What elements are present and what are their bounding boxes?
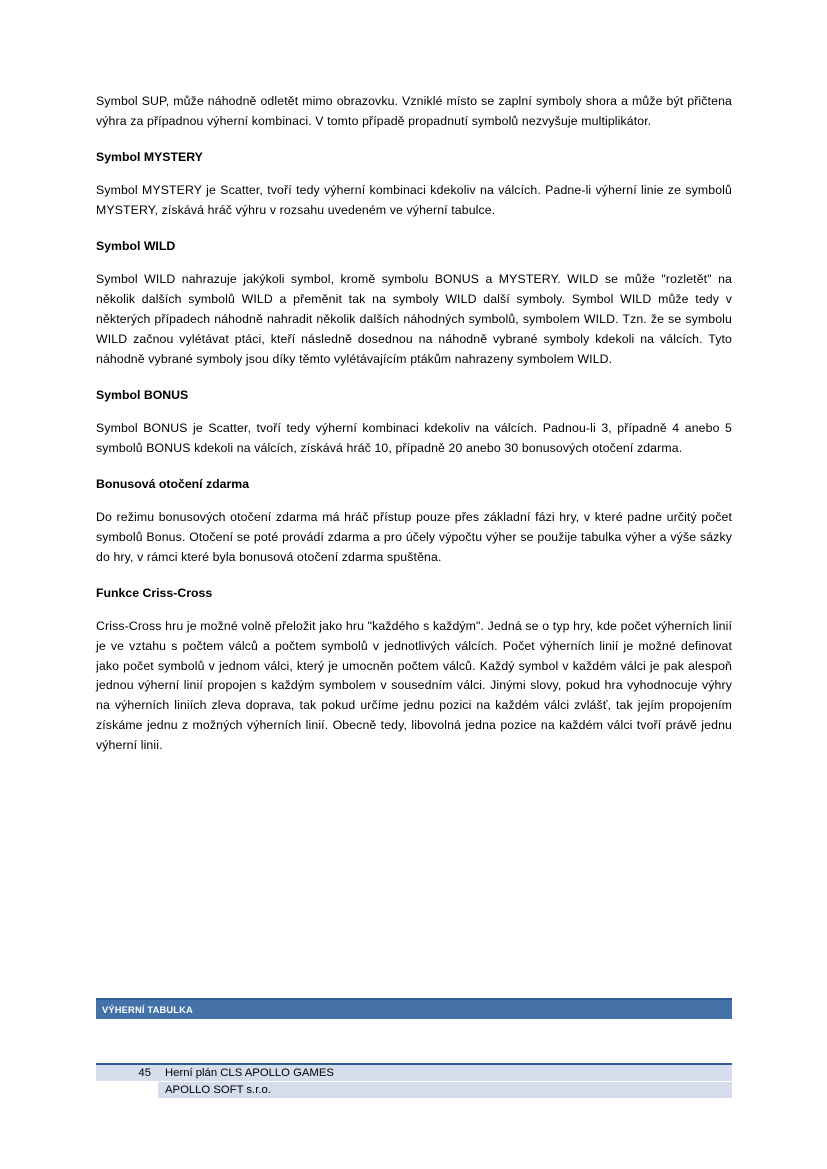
paragraph-wild: Symbol WILD nahrazuje jakýkoli symbol, kromě symbolu BONUS a MYSTERY. WILD se může "rozletět" na několik dalších symbolů WILD a přeměnit tak na symboly WILD další symboly. Symbol WILD může tedy v některých případech náhodně nahradit několik dalších náhodných symbolů, symbolem WILD. Tzn. že se symbolu WILD začnou vylétávat ptáci, kteří následně dosednou na náhodně vybrané symboly kdekoli na válcích. Tyto náhodně vybrané symboly jsou díky těmto vylétávajícím ptákům nahrazeny symbolem WILD. [96, 272, 732, 366]
paragraph-mystery: Symbol MYSTERY je Scatter, tvoří tedy výherní kombinaci kdekoliv na válcích. Padne-li výherní linie ze symbolů MYSTERY, získává hráč výhru v rozsahu uvedeném ve výherní tabulce. [96, 183, 732, 217]
footer-title-line: Herní plán CLS APOLLO GAMES [158, 1065, 732, 1081]
footer-company-line: APOLLO SOFT s.r.o. [158, 1082, 732, 1098]
heading-criss-cross: Funkce Criss-Cross [96, 585, 213, 600]
paragraph-criss-cross: Criss-Cross hru je možné volně přeložit jako hru "každého s každým". Jedná se o typ hry, kde počet výherních linií je ve vztahu s počtem válců a počtem symbolů v jednotlivých válcích. Počet výherních linií je možné definovat jako počet symbolů v jednom válci, který je umocněn počtem válců. Každý symbol v každém válci je pak alespoň jednou výherní linií propojen s každým symbolem v sousedním válci. Jinými slovy, pokud hra vyhodnocuje výhry na výherních liniích zleva doprava, tak pokud určíme jednu pozici na každém válci zvlášť, tak jejím propojením získáme jednu z možných výherních linií. Obecně tedy, libovolná jedna pozice na každém válci tvoří právě jednu výherní linii. [96, 618, 732, 753]
section-banner-label: VÝHERNÍ TABULKA [102, 1004, 193, 1015]
heading-bonus-free-spins: Bonusová otočení zdarma [96, 476, 250, 491]
paragraph-bonus-free-spins: Do režimu bonusových otočení zdarma má hráč přístup pouze přes základní fázi hry, v které padne určitý počet symbolů Bonus. Otočení se poté provádí zdarma a pro účely výpočtu výher se použije tabulka výher a výše sázky do hry, v rámci které byla bonusová otočení zdarma spuštěna. [96, 509, 732, 564]
paragraph-bonus: Symbol BONUS je Scatter, tvoří tedy výherní kombinaci kdekoliv na válcích. Padnou-li 3, případně 4 anebo 5 symbolů BONUS kdekoli na válcích, získává hráč 10, případně 20 anebo 30 bonusových otočení zdarma. [96, 420, 732, 455]
section-banner [96, 1000, 732, 1019]
heading-symbol-mystery: Symbol MYSTERY [96, 149, 203, 164]
footer-empty-cell [96, 1082, 158, 1098]
footer-row [96, 1065, 732, 1081]
heading-symbol-wild: Symbol WILD [96, 238, 176, 253]
footer-page-number: 45 [96, 1065, 158, 1081]
footer-row [96, 1082, 732, 1098]
paragraph-sup: Symbol SUP, může náhodně odletět mimo obrazovku. Vzniklé místo se zaplní symboly shora a může být přičtena výhra za případnou výherní kombinaci. V tomto případě propadnutí symbolů nezvyšuje multiplikátor. [96, 94, 732, 128]
page-footer [96, 1063, 732, 1098]
heading-symbol-bonus: Symbol BONUS [96, 387, 189, 402]
document-body [96, 92, 732, 756]
